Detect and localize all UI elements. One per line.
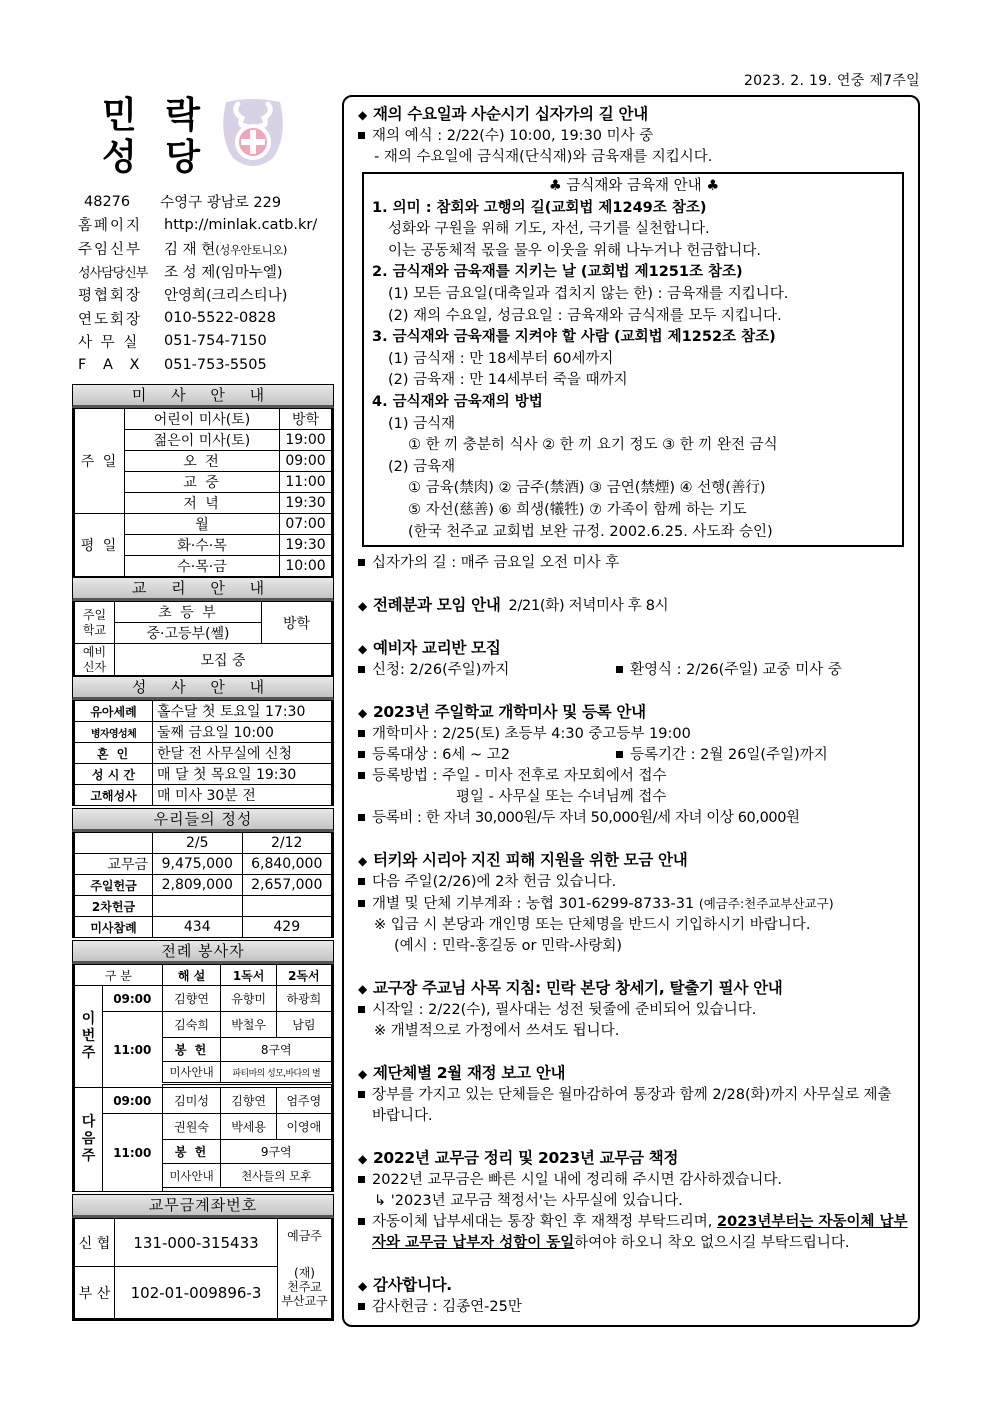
section-title: ◆ 2022년 교무금 정리 및 2023년 교무금 책정 — [358, 1147, 910, 1170]
mass-time: 11:00 — [280, 472, 332, 493]
mass-name: 화·수·목 — [125, 535, 280, 556]
mass-name: 교 중 — [125, 472, 280, 493]
liturgical-servers — [72, 940, 334, 1192]
fasting-line: (2) 재의 수요일, 성금요일 : 금육재와 금식재를 모두 지킵니다. — [388, 307, 782, 324]
account-number: 131-000-315433 — [115, 1219, 278, 1267]
thanks-section — [358, 1274, 910, 1318]
earthquake-relief-section — [358, 849, 910, 957]
bullet-icon — [358, 1006, 365, 1013]
bullet-icon — [358, 559, 365, 566]
fasting-line: (1) 금식재 — [388, 415, 456, 432]
fasting-info-box — [362, 172, 904, 547]
middle-high-dept: 중·고등부(쎌) — [115, 623, 262, 644]
account-holder-name: (재) 천주교 부산교구 — [281, 1266, 328, 1309]
announcement-line: 시작일 : 2/22(수), 필사대는 성전 뒷줄에 준비되어 있습니다. — [358, 1000, 910, 1021]
offering-summary — [72, 808, 334, 938]
server-name: 박철우 — [221, 1012, 276, 1038]
left-column — [72, 92, 334, 1321]
ash-wednesday-section — [358, 103, 910, 168]
usher-label: 미사안내 — [162, 1164, 221, 1188]
postal-code: 48276 — [84, 193, 131, 210]
mass-name: 월 — [125, 514, 280, 535]
bullet-icon — [616, 666, 623, 673]
address-row — [72, 190, 334, 213]
dues-account-title: 교무금계좌번호 — [72, 1194, 334, 1218]
account-holder — [278, 1219, 332, 1319]
section-title: ◆ 감사합니다. — [358, 1274, 910, 1297]
diamond-icon: ◆ — [358, 854, 367, 869]
server-name: 하광희 — [276, 986, 331, 1012]
parish-name — [102, 94, 208, 178]
bullet-icon — [358, 751, 365, 758]
mass-time-slot: 09:00 — [103, 986, 163, 1012]
sunday-label: 주 일 — [75, 409, 125, 514]
sunday-school-label: 주일 학교 — [75, 602, 115, 644]
offertory-group: 8구역 — [221, 1038, 332, 1062]
fasting-line: 2. 금식재와 금육재를 지키는 날 (교회법 제1251조 참조) — [372, 264, 743, 281]
offering-value: 434 — [153, 917, 243, 938]
bullet-icon — [616, 751, 623, 758]
bullet-icon — [358, 666, 365, 673]
sacrament-value: 매 달 첫 목요일 19:30 — [153, 764, 332, 785]
sacrament-name: 유아세례 — [75, 701, 153, 722]
servers-table — [74, 964, 332, 1192]
mass-table — [74, 408, 332, 577]
catechumen-label: 예비 신자 — [75, 644, 115, 676]
weekday-label: 평 일 — [75, 514, 125, 577]
mass-name: 어린이 미사(토) — [125, 409, 280, 430]
section-title: ◆ 교구장 주교님 사목 지침: 민락 본당 창세기, 탈출기 필사 안내 — [358, 977, 910, 1000]
dues-account — [72, 1194, 334, 1321]
offering-value: 2,809,000 — [153, 875, 243, 896]
fax-number: 051-753-5505 — [164, 356, 267, 373]
announcement-line: 개학미사 : 2/25(토) 초등부 4:30 중고등부 19:00 — [358, 724, 910, 745]
diamond-icon: ◆ — [358, 642, 367, 657]
server-name: 김향연 — [162, 986, 221, 1012]
fasting-line: 이는 공동체적 몫을 물우 이웃을 위해 나누거나 헌금합니다. — [388, 242, 762, 259]
section-title: ◆ 재의 수요일과 사순시기 십자가의 길 안내 — [358, 103, 910, 126]
server-name: 권원숙 — [162, 1114, 221, 1140]
doctrine-title: 교 리 안 내 — [72, 577, 334, 601]
sacrament-value: 홀수달 첫 토요일 17:30 — [153, 701, 332, 722]
bullet-icon — [358, 1218, 365, 1225]
mass-time: 19:30 — [280, 535, 332, 556]
fasting-line: (2) 금육재 — [388, 458, 456, 475]
offering-value: 2,657,000 — [242, 875, 332, 896]
offering-corner — [75, 833, 153, 854]
doctrine-guide — [72, 577, 334, 676]
announcement-line: 다음 주일(2/26)에 2차 헌금 있습니다. — [358, 872, 910, 893]
fasting-box-title: ♣ 금식재와 금육재 안내 ♣ — [548, 178, 720, 194]
office-phone: 051-754-7150 — [164, 333, 267, 350]
mass-name: 저 녁 — [125, 493, 280, 514]
elementary-dept: 초 등 부 — [115, 602, 262, 623]
catechumen-section — [358, 637, 910, 681]
info-key: 연도회장 — [78, 311, 143, 328]
parish-name-line1: 민 락 — [102, 94, 209, 136]
offering-value — [242, 896, 332, 917]
next-week-label: 다 음 주 — [75, 1088, 103, 1192]
bullet-icon — [358, 1176, 365, 1183]
sunday-school-section — [358, 701, 910, 829]
server-name: 엄주영 — [276, 1088, 331, 1114]
diamond-icon: ◆ — [358, 1279, 367, 1294]
announcement-line: 등록대상 : 6세 ~ 고2 등록기간 : 2월 26일(주일)까지 — [358, 745, 910, 766]
offering-value — [153, 896, 243, 917]
announcement-line: 장부를 가지고 있는 단체들은 월마감하여 통장과 함께 2/28(화)까지 사무실로 제출 바랍니다. — [358, 1085, 910, 1127]
info-row — [72, 237, 334, 260]
bank-name: 신 협 — [75, 1219, 115, 1267]
catechumen-status: 모집 중 — [115, 644, 332, 676]
offering-title: 우리들의 정성 — [72, 808, 334, 832]
mass-name: 젊은이 미사(토) — [125, 430, 280, 451]
diamond-icon: ◆ — [358, 108, 367, 122]
mass-schedule-title: 미 사 안 내 — [72, 384, 334, 408]
info-key: F A X — [78, 356, 146, 373]
fasting-line: 성화와 구원을 위해 기도, 자선, 극기를 실천합니다. — [388, 221, 710, 238]
school-status: 방학 — [262, 602, 332, 644]
announcement-line: ※ 개별적으로 가정에서 쓰셔도 됩니다. — [374, 1023, 620, 1040]
announcement-line: ↳ '2023년 교무금 책정서'는 사무실에 있습니다. — [374, 1193, 683, 1210]
info-key: 평협회장 — [78, 288, 143, 305]
bullet-icon — [358, 878, 365, 885]
mass-time: 07:00 — [280, 514, 332, 535]
server-name: 김향연 — [221, 1088, 276, 1114]
bank-name: 부 산 — [75, 1267, 115, 1319]
announcement-line: (예시 : 민락-홍길동 or 민락-사랑회) — [394, 938, 623, 955]
server-name: 박세용 — [221, 1114, 276, 1140]
usher-group: 천사들의 모후 — [221, 1164, 332, 1188]
address: 수영구 광남로 229 — [160, 195, 282, 212]
announcement-line: 감사헌금 : 김종연-25만 — [358, 1297, 910, 1318]
offering-col-header: 2/12 — [242, 833, 332, 854]
section-title: ◆ 전례분과 모임 안내 2/21(화) 저녁미사 후 8시 — [358, 594, 910, 617]
bullet-icon — [358, 132, 365, 139]
servers-header: 2독서 — [276, 965, 331, 986]
announcement-line: 개별 및 단체 기부계좌 : 농협 301-6299-8733-31 (예금주:천주교부산교구) — [358, 893, 910, 915]
mass-time-slot: 11:00 — [103, 1012, 163, 1088]
sacraments-title: 성 사 안 내 — [72, 676, 334, 700]
announcements-panel — [342, 95, 920, 1327]
mass-name: 수·목·금 — [125, 556, 280, 577]
announcement-line: 평일 - 사무실 또는 수녀님께 접수 — [456, 789, 667, 806]
diamond-icon: ◆ — [358, 982, 367, 997]
servers-header: 구 분 — [75, 965, 163, 986]
fasting-line: 1. 의미 : 참회와 고행의 길(교회법 제1249조 참조) — [372, 199, 707, 216]
bullet-icon — [358, 772, 365, 779]
sacraments-guide — [72, 676, 334, 806]
diamond-icon: ◆ — [358, 599, 367, 614]
server-name: 유향미 — [221, 986, 276, 1012]
homepage-link[interactable]: http://minlak.catb.kr/ — [164, 216, 318, 233]
bank-table — [74, 1218, 332, 1319]
announcement-line: 자동이체 납부세대는 통장 확인 후 재책정 부탁드리며, 2023년부터는 자동이체 납부자와 교무금 납부자 성함이 동일하여야 하오니 착오 없으시길 부탁드립니다. — [358, 1212, 910, 1254]
mass-time-slot: 11:00 — [103, 1114, 163, 1192]
server-name: 이영애 — [276, 1114, 331, 1140]
info-row — [72, 260, 334, 283]
council-president: 안영희(크리스티나) — [164, 288, 288, 305]
info-row — [72, 213, 334, 236]
announcement-line: 등록방법 : 주일 - 미사 전후로 자모회에서 접수 — [358, 766, 910, 787]
offering-table — [74, 832, 332, 938]
offering-name: 2차헌금 — [75, 896, 153, 917]
diamond-icon: ◆ — [358, 706, 367, 721]
info-row — [72, 306, 334, 329]
sacrament-priest: 조 성 제(임마누엘) — [164, 265, 283, 282]
fasting-line: (한국 천주교 교회법 보완 규정. 2002.6.25. 사도좌 승인) — [408, 523, 773, 540]
liturgy-meeting-section — [358, 594, 910, 617]
mass-time: 19:00 — [280, 430, 332, 451]
fasting-line: ⑤ 자선(慈善) ⑥ 희생(犧牲) ⑦ 가족이 함께 하는 기도 — [408, 501, 747, 518]
bullet-icon — [358, 730, 365, 737]
finance-report-section — [358, 1062, 910, 1127]
account-number: 102-01-009896-3 — [115, 1267, 278, 1319]
sacrament-name: 성 시 간 — [75, 764, 153, 785]
offering-value: 6,840,000 — [242, 854, 332, 875]
info-row — [72, 330, 334, 353]
bullet-icon — [358, 814, 365, 821]
parish-name-line2: 성 당 — [102, 136, 209, 178]
fasting-line: (1) 금식재 : 만 18세부터 60세까지 — [388, 350, 614, 367]
mass-time: 09:00 — [280, 451, 332, 472]
sacraments-table — [74, 700, 332, 806]
info-key: 성사담당신부 — [78, 266, 148, 282]
church-dues-section — [358, 1147, 910, 1254]
offering-col-header: 2/5 — [153, 833, 243, 854]
sacrament-value: 둘째 금요일 10:00 — [153, 722, 332, 743]
usher-label: 미사안내 — [162, 1062, 221, 1084]
yeondo-phone: 010-5522-0828 — [164, 310, 276, 327]
section-title: ◆ 터키와 시리아 지진 피해 지원을 위한 모금 안내 — [358, 849, 910, 872]
mass-time: 19:30 — [280, 493, 332, 514]
diamond-icon: ◆ — [358, 1067, 367, 1082]
announcement-line: 십자가의 길 : 매주 금요일 오전 미사 후 — [358, 553, 910, 574]
fasting-line: ① 금육(禁肉) ② 금주(禁酒) ③ 금연(禁煙) ④ 선행(善行) — [408, 480, 766, 497]
stations-section — [358, 553, 910, 574]
offering-value: 9,475,000 — [153, 854, 243, 875]
fasting-line: (1) 모든 금요일(대축일과 겹치지 않는 한) : 금육재를 지킵니다. — [388, 285, 789, 302]
this-week-label: 이 번 주 — [75, 986, 103, 1088]
sacrament-name: 고해성사 — [75, 785, 153, 806]
server-name: 김숙희 — [162, 1012, 221, 1038]
bulletin-date: 2023. 2. 19. 연중 제7주일 — [743, 73, 920, 89]
section-title: ◆ 예비자 교리반 모집 — [358, 637, 910, 660]
info-key: 사 무 실 — [78, 334, 140, 351]
diamond-icon: ◆ — [358, 1152, 367, 1167]
announcement-line: 등록비 : 한 자녀 30,000원/두 자녀 50,000원/세 자녀 이상 60,000원 — [358, 808, 910, 829]
doctrine-table — [74, 601, 332, 676]
servers-header: 해 설 — [162, 965, 221, 986]
info-key: 주임신부 — [78, 241, 143, 258]
info-key: 홈페이지 — [78, 218, 143, 235]
fasting-line: ① 한 끼 충분히 식사 ② 한 끼 요기 정도 ③ 한 끼 완전 금식 — [408, 437, 778, 454]
bullet-icon — [358, 900, 365, 907]
usher-group: 파티마의 성모,바다의 별 — [221, 1062, 332, 1084]
mass-time: 방학 — [280, 409, 332, 430]
pastor-baptismal-name: (성우안토니오) — [215, 242, 287, 257]
mass-time: 10:00 — [280, 556, 332, 577]
offertory-label: 봉 헌 — [162, 1140, 221, 1164]
info-row — [72, 353, 334, 376]
offertory-group: 9구역 — [221, 1140, 332, 1164]
mass-schedule — [72, 384, 334, 577]
server-name: 남림 — [276, 1012, 331, 1038]
servers-header: 1독서 — [221, 965, 276, 986]
sacrament-value: 한달 전 사무실에 신청 — [153, 743, 332, 764]
sacrament-value: 매 미사 30분 전 — [153, 785, 332, 806]
info-row — [72, 283, 334, 306]
offering-name: 주일헌금 — [75, 875, 153, 896]
announcement-line: ※ 입금 시 본당과 개인명 또는 단체명을 반드시 기입하시기 바랍니다. — [374, 917, 811, 934]
server-name: 김미성 — [162, 1088, 221, 1114]
fasting-line: 4. 금식재와 금육재의 방법 — [372, 393, 543, 410]
offertory-label: 봉 헌 — [162, 1038, 221, 1062]
sacrament-name: 병자영성체 — [75, 722, 153, 743]
fasting-line: 3. 금식재와 금육재를 지켜야 할 사람 (교회법 제1252조 참조) — [372, 329, 776, 346]
parish-header — [72, 92, 334, 180]
bible-transcription-section — [358, 977, 910, 1042]
mass-name: 오 전 — [125, 451, 280, 472]
parish-logo-icon — [218, 96, 288, 170]
parish-info — [72, 190, 334, 376]
announcement-line: 신청: 2/26(주일)까지 환영식 : 2/26(주일) 교중 미사 중 — [358, 660, 910, 681]
fasting-line: (2) 금육재 : 만 14세부터 죽을 때까지 — [388, 372, 628, 389]
offering-name: 교무금 — [75, 854, 153, 875]
offering-value: 429 — [242, 917, 332, 938]
mass-time-slot: 09:00 — [103, 1088, 163, 1114]
servers-title: 전례 봉사자 — [72, 940, 334, 964]
sacrament-name: 혼 인 — [75, 743, 153, 764]
section-title: ◆ 제단체별 2월 재정 보고 안내 — [358, 1062, 910, 1085]
bullet-icon — [358, 1303, 365, 1310]
announcement-line: 2022년 교무금은 빠른 시일 내에 정리해 주시면 감사하겠습니다. — [358, 1170, 910, 1191]
announcement-line: - 재의 수요일에 금식재(단식재)와 금육재를 지킵시다. — [374, 149, 713, 165]
bullet-icon — [358, 1091, 365, 1098]
pastor-name: 김 재 현 — [164, 241, 216, 258]
announcement-line: 재의 예식 : 2/22(수) 10:00, 19:30 미사 중 — [358, 126, 910, 147]
account-holder-label: 예금주 — [287, 1229, 322, 1244]
offering-name: 미사참례 — [75, 917, 153, 938]
section-title: ◆ 2023년 주일학교 개학미사 및 등록 안내 — [358, 701, 910, 724]
